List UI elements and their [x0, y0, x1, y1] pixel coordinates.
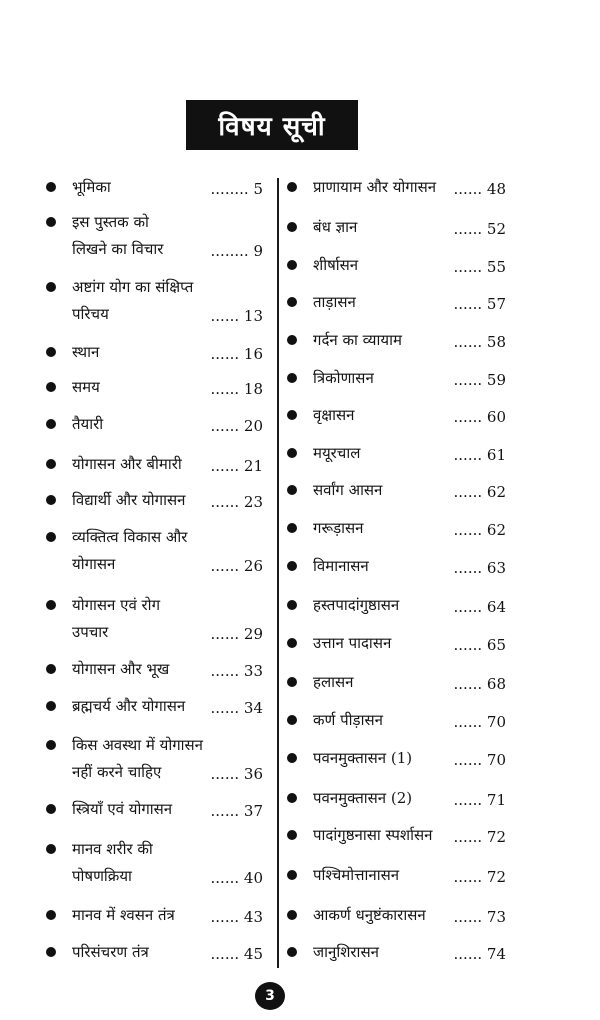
toc-entry-title: मयूरचाल: [313, 444, 361, 462]
toc-entry-title: जानुशिरासन: [313, 943, 379, 961]
bullet-icon: [46, 844, 56, 854]
toc-entry: [313, 673, 506, 693]
page-ref: 13: [243, 307, 263, 325]
toc-entry-title: पश्चिमोत्तानासन: [313, 866, 400, 884]
toc-entry-title: कर्ण पीड़ासन: [313, 711, 383, 729]
toc-entry: [313, 634, 506, 654]
dot-leader: ......: [210, 307, 240, 325]
page-ref: 55: [486, 258, 506, 276]
toc-entry: [72, 491, 263, 511]
bullet-icon: [287, 638, 297, 648]
toc-entry-title: उत्तान पादासन: [313, 634, 392, 652]
toc-entry-title: स्त्रियाँ एवं योगासन: [72, 800, 173, 818]
toc-entry: [72, 528, 263, 575]
toc-entry-title-continued: योगासन: [72, 555, 116, 573]
toc-entry-title-continued: पोषणक्रिया: [72, 867, 132, 885]
bullet-icon: [46, 664, 56, 674]
toc-entry-title: आकर्ण धनुष्टंकारासन: [313, 906, 426, 924]
toc-entry-title: हस्तपादांगुष्ठासन: [313, 596, 400, 614]
toc-entry: [72, 800, 263, 820]
toc-entry-title: बंध ज्ञान: [313, 218, 358, 236]
dot-leader: ......: [210, 802, 240, 820]
toc-entry-title: त्रिकोणासन: [313, 369, 374, 387]
bullet-icon: [287, 410, 297, 420]
page-ref: 26: [243, 557, 263, 575]
toc-entry: [313, 178, 506, 198]
page-ref: 60: [486, 408, 506, 426]
toc-entry: [313, 444, 506, 464]
bullet-icon: [287, 561, 297, 571]
bullet-icon: [46, 804, 56, 814]
toc-entry-title: गरूड़ासन: [313, 519, 364, 537]
toc-entry-title: तैयारी: [72, 415, 104, 433]
dot-leader: ......: [453, 868, 483, 886]
bullet-icon: [46, 459, 56, 469]
toc-entry-title: परिसंचरण तंत्र: [72, 943, 149, 961]
toc-entry: [72, 178, 263, 198]
page-ref: 62: [486, 521, 506, 539]
dot-leader: ......: [210, 908, 240, 926]
page-ref: 52: [486, 220, 506, 238]
bullet-icon: [46, 532, 56, 542]
page-ref: 33: [243, 662, 263, 680]
page-ref: 5: [253, 180, 263, 198]
toc-entry-title-continued: परिचय: [72, 305, 109, 323]
bullet-icon: [287, 830, 297, 840]
toc-entry: [313, 749, 506, 769]
toc-entry-title: सर्वांग आसन: [313, 481, 383, 499]
page-ref: 62: [486, 483, 506, 501]
toc-entry: [72, 697, 263, 717]
page-ref: 48: [486, 180, 506, 198]
page-ref: 36: [243, 765, 263, 783]
bullet-icon: [46, 382, 56, 392]
dot-leader: ........: [210, 242, 249, 260]
page-ref: 20: [243, 417, 263, 435]
bullet-icon: [46, 419, 56, 429]
bullet-icon: [287, 182, 297, 192]
bullet-icon: [287, 335, 297, 345]
toc-entry-title: मानव में श्वसन तंत्र: [72, 906, 175, 924]
toc-entry: [72, 455, 263, 475]
toc-entry-title-continued: उपचार: [72, 623, 109, 641]
page-ref: 43: [243, 908, 263, 926]
toc-entry: [313, 943, 506, 963]
toc-entry: [313, 711, 506, 731]
dot-leader: ......: [210, 765, 240, 783]
toc-entry: [313, 331, 506, 351]
bullet-icon: [46, 217, 56, 227]
toc-entry: [313, 789, 506, 809]
dot-leader: ......: [210, 662, 240, 680]
page-ref: 70: [486, 751, 506, 769]
page-ref: 72: [486, 868, 506, 886]
bullet-icon: [287, 373, 297, 383]
toc-entry-title: किस अवस्था में योगासन: [72, 736, 204, 754]
toc-entry-title: भूमिका: [72, 178, 111, 196]
page-ref: 9: [253, 242, 263, 260]
bullet-icon: [287, 677, 297, 687]
bullet-icon: [287, 753, 297, 763]
page-ref: 58: [486, 333, 506, 351]
toc-entry-title: योगासन और भूख: [72, 660, 170, 678]
toc-entry: [313, 866, 506, 886]
dot-leader: ......: [210, 493, 240, 511]
toc-entry-title-continued: लिखने का विचार: [72, 240, 164, 258]
toc-entry-title: प्राणायाम और योगासन: [313, 178, 437, 196]
toc-entry: [72, 278, 263, 325]
toc-entry: [313, 519, 506, 539]
bullet-icon: [287, 910, 297, 920]
toc-entry: [313, 557, 506, 577]
toc-entry: [72, 943, 263, 963]
dot-leader: ......: [453, 828, 483, 846]
toc-entry-title: पवनमुक्तासन (1): [313, 749, 413, 767]
toc-entry-title: हलासन: [313, 673, 354, 691]
dot-leader: ......: [453, 371, 483, 389]
dot-leader: ......: [453, 791, 483, 809]
page-ref: 34: [243, 699, 263, 717]
toc-entry: [313, 596, 506, 616]
page-ref: 29: [243, 625, 263, 643]
toc-entry-title: ताड़ासन: [313, 293, 356, 311]
page-ref: 74: [486, 945, 506, 963]
dot-leader: ......: [453, 521, 483, 539]
toc-entry: [72, 213, 263, 260]
page-ref: 65: [486, 636, 506, 654]
dot-leader: ......: [453, 220, 483, 238]
bullet-icon: [287, 485, 297, 495]
dot-leader: ......: [453, 180, 483, 198]
dot-leader: ......: [453, 446, 483, 464]
toc-entry: [313, 218, 506, 238]
toc-title: विषय सूची: [186, 100, 358, 150]
bullet-icon: [46, 600, 56, 610]
bullet-icon: [46, 347, 56, 357]
page-ref: 23: [243, 493, 263, 511]
bullet-icon: [46, 740, 56, 750]
page-ref: 37: [243, 802, 263, 820]
dot-leader: ......: [210, 345, 240, 363]
bullet-icon: [46, 947, 56, 957]
dot-leader: ......: [210, 945, 240, 963]
toc-entry-title: समय: [72, 378, 100, 396]
page-ref: 57: [486, 295, 506, 313]
bullet-icon: [46, 282, 56, 292]
dot-leader: ......: [210, 457, 240, 475]
bullet-icon: [46, 182, 56, 192]
toc-entry-title: वृक्षासन: [313, 406, 355, 424]
page-ref: 61: [486, 446, 506, 464]
toc-entry: [313, 293, 506, 313]
toc-entry-title: विद्यार्थी और योगासन: [72, 491, 186, 509]
toc-entry: [72, 906, 263, 926]
dot-leader: ......: [453, 559, 483, 577]
page-ref: 73: [486, 908, 506, 926]
dot-leader: ......: [453, 751, 483, 769]
toc-entry: [72, 736, 263, 783]
dot-leader: ......: [453, 483, 483, 501]
toc-entry-title: पवनमुक्तासन (2): [313, 789, 413, 807]
dot-leader: ......: [210, 380, 240, 398]
bullet-icon: [287, 870, 297, 880]
page-ref: 59: [486, 371, 506, 389]
dot-leader: ......: [210, 625, 240, 643]
toc-entry: [313, 369, 506, 389]
toc-entry-title: पादांगुष्ठनासा स्पर्शासन: [313, 826, 433, 844]
bullet-icon: [46, 701, 56, 711]
bullet-icon: [287, 947, 297, 957]
toc-entry-title: ब्रह्मचर्य और योगासन: [72, 697, 186, 715]
dot-leader: ......: [453, 675, 483, 693]
toc-entry: [72, 378, 263, 398]
bullet-icon: [287, 793, 297, 803]
dot-leader: ......: [453, 258, 483, 276]
toc-entry-title: अष्टांग योग का संक्षिप्त: [72, 278, 194, 296]
dot-leader: ......: [453, 333, 483, 351]
dot-leader: ......: [453, 908, 483, 926]
column-divider: [277, 178, 279, 968]
dot-leader: ......: [210, 869, 240, 887]
toc-entry-title: योगासन एवं रोग: [72, 596, 161, 614]
page-ref: 64: [486, 598, 506, 616]
toc-entry: [72, 596, 263, 643]
dot-leader: ......: [210, 699, 240, 717]
toc-entry-title: योगासन और बीमारी: [72, 455, 182, 473]
bullet-icon: [287, 523, 297, 533]
toc-entry: [72, 415, 263, 435]
page-ref: 71: [486, 791, 506, 809]
toc-entry: [72, 840, 263, 887]
page-ref: 18: [243, 380, 263, 398]
toc-entry: [72, 343, 263, 363]
toc-entry-title: स्थान: [72, 343, 100, 361]
bullet-icon: [287, 715, 297, 725]
bullet-icon: [287, 222, 297, 232]
dot-leader: ......: [210, 557, 240, 575]
page-number: 3: [255, 982, 285, 1010]
toc-entry: [313, 481, 506, 501]
page-ref: 63: [486, 559, 506, 577]
toc-entry-title-continued: नहीं करने चाहिए: [72, 763, 162, 781]
bullet-icon: [287, 260, 297, 270]
toc-entry: [313, 906, 506, 926]
page-ref: 40: [243, 869, 263, 887]
bullet-icon: [287, 297, 297, 307]
toc-entry-title: विमानासन: [313, 557, 369, 575]
dot-leader: ........: [210, 180, 249, 198]
bullet-icon: [46, 910, 56, 920]
toc-entry: [72, 660, 263, 680]
dot-leader: ......: [453, 945, 483, 963]
toc-entry: [313, 826, 506, 846]
page-ref: 72: [486, 828, 506, 846]
page-ref: 21: [243, 457, 263, 475]
dot-leader: ......: [453, 408, 483, 426]
bullet-icon: [287, 600, 297, 610]
page-ref: 70: [486, 713, 506, 731]
toc-entry: [313, 256, 506, 276]
toc-entry-title: इस पुस्तक को: [72, 213, 149, 231]
toc-entry-title: शीर्षासन: [313, 256, 359, 274]
dot-leader: ......: [453, 713, 483, 731]
toc-entry: [313, 406, 506, 426]
dot-leader: ......: [453, 636, 483, 654]
toc-entry-title: व्यक्तित्व विकास और: [72, 528, 188, 546]
page-ref: 45: [243, 945, 263, 963]
dot-leader: ......: [210, 417, 240, 435]
page-ref: 16: [243, 345, 263, 363]
page-ref: 68: [486, 675, 506, 693]
bullet-icon: [46, 495, 56, 505]
dot-leader: ......: [453, 598, 483, 616]
toc-entry-title: गर्दन का व्यायाम: [313, 331, 402, 349]
bullet-icon: [287, 448, 297, 458]
toc-entry-title: मानव शरीर की: [72, 840, 153, 858]
dot-leader: ......: [453, 295, 483, 313]
